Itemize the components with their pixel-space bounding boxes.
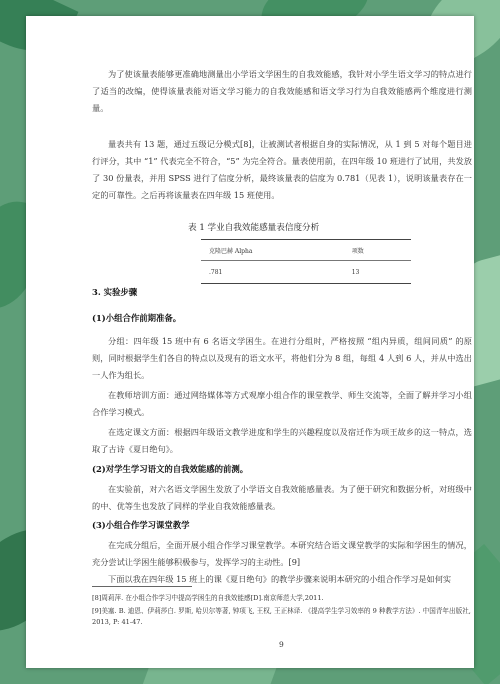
paragraph-pretest: 在实验前，对六名语文学困生发放了小学语文自我效能感量表。为了便于研究和数据分析，对班级中的中、优等生也发放了同样的学业自我效能感量表。 bbox=[92, 484, 472, 511]
paragraph-example: 下面以我在四年级 15 班上的课《夏日绝句》的教学步骤来说明本研究的小组合作学习是如何实 bbox=[108, 574, 452, 584]
paragraph-intro: 为了使该量表能够更准确地测量出小学语文学困生的自我效能感，我针对小学生语文学习的特点进行了适当的改编，使得该量表能对语文学习能力的自我效能感和语文学习行为自我效能感两个维度进行测量。 bbox=[92, 69, 472, 113]
table-header-alpha: 克隆巴赫 Alpha bbox=[209, 247, 253, 255]
subheading-preparation: (1)小组合作前期准备。 bbox=[92, 313, 182, 323]
footnote-9: [9]美塞. B. 迪恩、伊莉莎白. 罗斯, 哈贝尔等著, 钟项飞, 王权, 王正林译. 《提高学生学习效率的 9 种教学方法》. 中国青年出版社, 2013, P: 41-47. bbox=[92, 607, 471, 626]
subheading-classroom: (3)小组合作学习课堂教学 bbox=[92, 520, 190, 530]
paragraph-teacher-training: 在教师培训方面：通过网络媒体等方式观摩小组合作的课堂教学、师生交流等，全面了解并学习小组合作学习模式。 bbox=[92, 390, 472, 417]
paragraph-grouping: 分组：四年级 15 班中有 6 名语文学困生。在进行分组时，严格按照 “组内异质，组间同质” 的原则，同时根据学生们各自的特点以及现有的语文水平，将他们分为 8 组，每组 4 人到 6 人，并从中选出一人作为组长。 bbox=[92, 336, 472, 380]
section-heading: 3. 实验步骤 bbox=[92, 287, 138, 297]
table-cell-alpha: .781 bbox=[209, 268, 223, 276]
table-header-items: 项数 bbox=[351, 247, 364, 255]
paragraph-classroom: 在完成分组后，全面开展小组合作学习课堂教学。本研究结合语文课堂教学的实际和学困生的情况，充分尝试让学困生能够积极参与，发挥学习的主动性。[9] bbox=[92, 540, 472, 567]
table-row bbox=[201, 261, 411, 284]
document-page bbox=[26, 16, 474, 668]
footnote-8: [8]周莉萍. 在小组合作学习中提高学困生的自我效能感[D].南京师范大学,2011. bbox=[92, 594, 324, 602]
footnote-divider bbox=[92, 586, 192, 587]
subheading-pretest: (2)对学生学习语文的自我效能感的前测。 bbox=[92, 464, 249, 474]
page-number: 9 bbox=[279, 640, 284, 649]
paragraph-scale: 量表共有 13 题，通过五级记分模式[8]，让被测试者根据自身的实际情况，从 1 到 5 对每个题目进行评分，其中 “1” 代表完全不符合，“5” 为完全符合。量表使用前，在四年级 10 班进行了试用，共发放了 30 份量表，并用 SPSS 进行了信度分析，最终该量表的信度为 0.781（见表 1），说明该量表存在一定的可靠性。之后再将该量表在四年级 15 班使用。 bbox=[92, 139, 472, 200]
paragraph-text-selection: 在选定课文方面：根据四年级语文教学进度和学生的兴趣程度以及宿迁作为项王故乡的这一特点，选取了古诗《夏日绝句》。 bbox=[92, 427, 472, 454]
table-title: 表 1 学业自我效能感量表信度分析 bbox=[188, 223, 320, 233]
reliability-table bbox=[201, 239, 411, 284]
table-cell-items: 13 bbox=[351, 268, 360, 276]
